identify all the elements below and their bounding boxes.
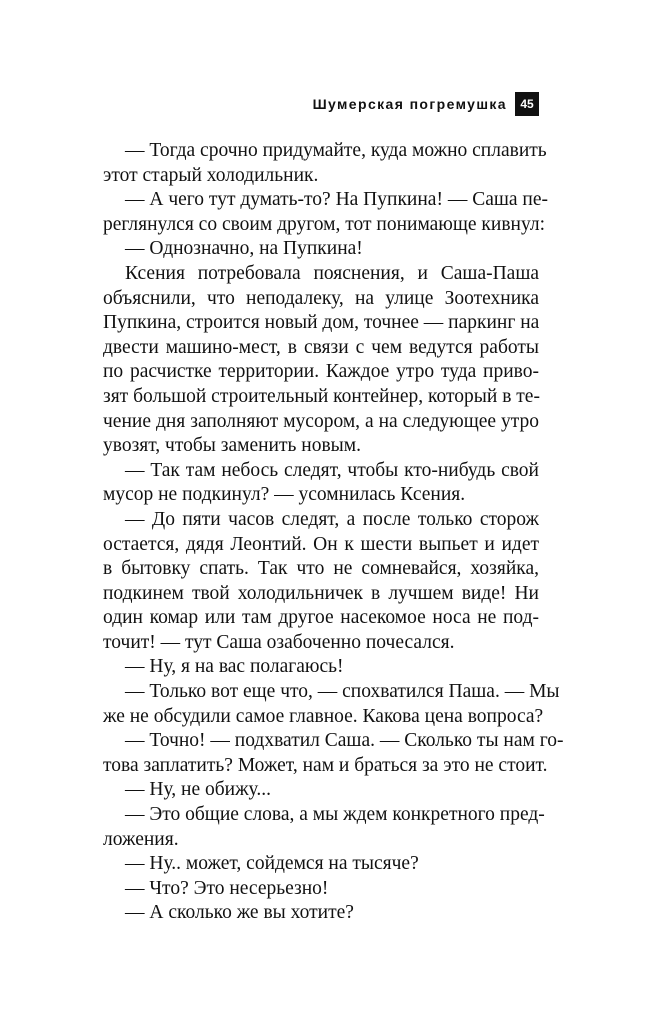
running-title: Шумерская погремушка [312,96,507,112]
text-line: мусор не подкинул? — усомнилась Ксения. [103,484,466,506]
text-line: один комар или там другое насекомое носа не под- [103,607,539,629]
text-line: — А сколько же вы хотите? [125,902,354,924]
text-line: в бытовку спать. Так что не сомневайся, хозяйка, [103,558,539,580]
text-line: — Что? Это несерьезно! [125,877,329,899]
text-line: подкинем твой холодильничек в лучшем виде! Ни [103,582,539,604]
text-line: чение дня заполняют мусором, а на следующее утро [103,410,539,432]
text-line: двести машино-мест, в связи с чем ведутся работы [103,336,539,358]
text-line: остается, дядя Леонтий. Он к шести выпьет и идет [103,533,539,555]
page-header [313,92,539,116]
text-line: Пупкина, строится новый дом, точнее — паркинг на [103,312,540,334]
text-line: увозят, чтобы заменить новым. [103,435,361,457]
text-line: Ксения потребовала пояснения, и Саша-Паша [125,262,539,284]
text-line: — Это общие слова, а мы ждем конкретного пред- [125,804,545,826]
text-line: объяснили, что неподалеку, на улице Зоотехника [103,287,539,309]
text-line: — Ну.. может, сойдемся на тысяче? [125,853,419,875]
text-line: това заплатить? Может, нам и браться за это не стоит. [103,754,548,776]
text-line: ложения. [103,828,179,850]
text-line: — До пяти часов следят, а после только сторож [125,508,539,530]
body-text [103,139,564,926]
text-line: же не обсудили самое главное. Какова цена вопроса? [103,705,544,727]
text-line: — Тогда срочно придумайте, куда можно сплавить [125,140,547,161]
text-line: — Однозначно, на Пупкина! [125,238,363,260]
text-line: — Точно! — подхватил Саша. — Сколько ты нам го- [125,730,564,752]
page-number: 45 [515,92,539,116]
text-line: точит! — тут Саша озабоченно почесался. [103,631,455,653]
text-line: — Так там небось следят, чтобы кто-нибудь свой [125,459,539,481]
text-line: — Ну, я на вас полагаюсь! [125,656,344,678]
text-line: зят большой строительный контейнер, который в те- [103,385,540,407]
text-line: по расчистке территории. Каждое утро туда приво- [103,361,539,383]
text-line: реглянулся со своим другом, тот понимающе кивнул: [103,213,546,235]
text-line: — Только вот еще что, — спохватился Паша. — Мы [125,681,560,703]
text-line: — Ну, не обижу... [125,779,271,801]
text-line: этот старый холодильник. [103,164,319,186]
text-line: — А чего тут думать-то? На Пупкина! — Саша пе- [125,189,548,211]
